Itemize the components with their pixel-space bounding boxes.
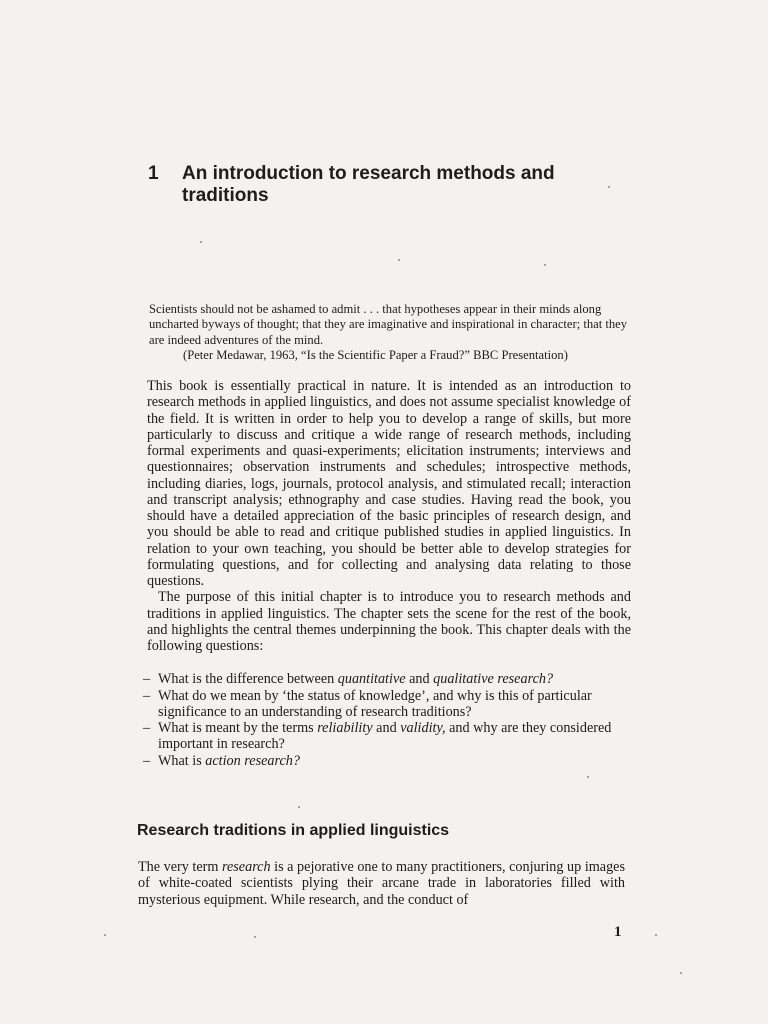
- scan-speck: [587, 776, 589, 778]
- list-item: – What is meant by the terms reliability and validity, and why are they considered important in research?: [143, 720, 612, 753]
- intro-paragraph-2: The purpose of this initial chapter is to introduce you to research methods and traditions in applied linguistics. The chapter sets the scene for the rest of the book, and highlights the central themes underpinning the book. This chapter deals with the following questions:: [147, 589, 631, 654]
- chapter-heading: [148, 163, 628, 207]
- list-dash: –: [143, 687, 151, 704]
- section-heading: Research traditions in applied linguistics: [137, 822, 450, 839]
- term-action-research: action research?: [205, 752, 300, 769]
- term-qualitative-research: qualitative research?: [433, 671, 554, 688]
- list-dash: –: [143, 671, 151, 688]
- section-paragraph: The very term research is a pejorative one to many practitioners, conjuring up images of white-coated scientists plying their arcane trade in laboratories filled with mysterious equipment. While research, and the conduct of: [138, 859, 626, 908]
- epigraph-quote: Scientists should not be ashamed to admit . . . that hypotheses appear in their minds along uncharted byways of thought; that they are imaginative and inspirational in character; that they are indeed adventures of the mind.: [149, 302, 628, 347]
- scan-speck: [298, 806, 300, 808]
- scan-speck: [544, 264, 546, 266]
- list-item: – What is action research?: [143, 752, 300, 769]
- chapter-title: An introduction to research methods and traditions: [182, 163, 555, 206]
- scan-speck: [254, 936, 256, 938]
- term-reliability: reliability: [317, 720, 373, 736]
- scan-speck: [608, 186, 610, 188]
- scan-speck: [200, 241, 202, 243]
- scan-speck: [104, 934, 106, 936]
- section-text: [138, 859, 625, 908]
- list-item: – What do we mean by ‘the status of knowledge’, and why is this of particular significance to an understanding of research traditions?: [143, 687, 592, 720]
- intro-paragraph-1: This book is essentially practical in nature. It is intended as an introduction to research methods in applied linguistics, and does not assume specialist knowledge of the field. It is written in order to help you to develop a range of skills, but more particularly to discuss and critique a wide range of research methods, including formal experiments and quasi-experiments; elicitation instruments; interviews and questionnaires; observation instruments and schedules; introspective methods, including diaries, logs, journals, protocol analysis, and stimulated recall; interaction and transcript analysis; ethnography and case studies. Having read the book, you should have a detailed appreciation of the basic principles of research design, and you should be able to read and critique published studies in applied linguistics. In relation to your own teaching, you should be better able to develop strategies for formulating questions, and for collecting and analysing data relating to those questions.: [147, 378, 631, 589]
- list-item: – What is the difference between quantitative and qualitative research?: [143, 671, 554, 688]
- list-dash: –: [143, 720, 151, 736]
- epigraph-source: (Peter Medawar, 1963, “Is the Scientific Paper a Fraud?” BBC Presentation): [183, 347, 568, 362]
- scan-speck: [398, 259, 400, 261]
- epigraph: [149, 302, 631, 363]
- scan-speck: [655, 934, 657, 936]
- intro-text: [143, 378, 631, 769]
- term-quantitative: quantitative: [337, 671, 406, 688]
- question-list: [143, 671, 631, 769]
- page-number: 1: [614, 924, 622, 940]
- scan-speck: [680, 972, 682, 974]
- chapter-number: 1: [148, 163, 159, 184]
- term-validity: validity,: [400, 720, 446, 736]
- term-research: research: [221, 859, 271, 875]
- list-dash: –: [143, 752, 151, 769]
